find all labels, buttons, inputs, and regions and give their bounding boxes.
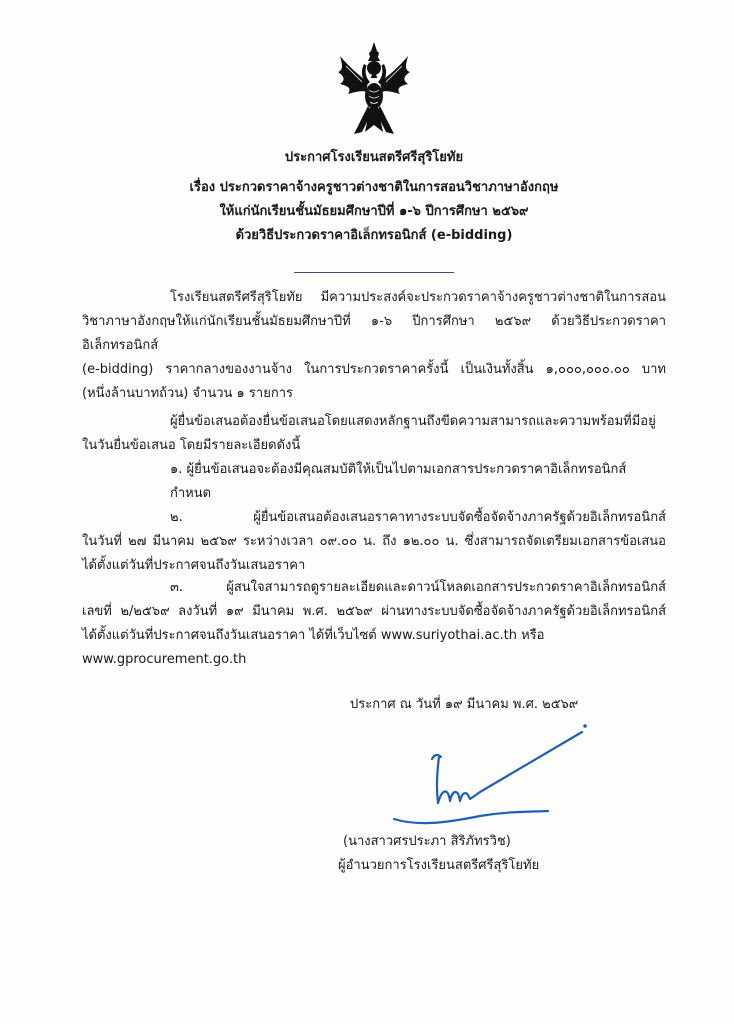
list-item-line: ๒. ผู้ยื่นข้อเสนอต้องเสนอราคาทางระบบจัดซื้อจัดจ้างภาครัฐด้วยอิเล็กทรอนิกส์ [170,510,666,525]
title-divider [294,272,454,273]
paragraph-line: (หนึ่งล้านบาทถ้วน) จำนวน ๑ รายการ [82,386,293,401]
subject-line: ด้วยวิธีประกวดราคาอิเล็กทรอนิกส์ (e-bidding) [235,228,513,243]
paragraph-line: (e-bidding) ราคากลางของงานจ้าง ในการประกวดราคาครั้งนี้ เป็นเงินทั้งสิ้น ๑,๐๐๐,๐๐๐.๐๐ บาท [82,362,666,377]
subject-block [82,176,666,248]
subject-line: เรื่อง ประกวดราคาจ้างครูชาวต่างชาติในการสอนวิชาภาษาอังกฤษ [189,180,559,195]
paragraph-line: วิชาภาษาอังกฤษให้แก่นักเรียนชั้นมัธยมศึกษาปีที่ ๑-๖ ปีการศึกษา ๒๕๖๙ ด้วยวิธีประกวดราคาอิเล็กทรอนิกส์ [82,314,666,353]
signatory-name: (นางสาวศรประภา สิริภัทรวิช) [343,834,511,849]
list-item-2 [82,506,666,578]
list-item-line: ในวันที่ ๒๗ มีนาคม ๒๕๖๙ ระหว่างเวลา ๐๙.๐๐ น. ถึง ๑๒.๐๐ น. ซึ่งสามารถจัดเตรียมเอกสารข้อเสนอ [82,534,666,549]
list-item-line: เลขที่ ๒/๒๕๖๙ ลงวันที่ ๑๙ มีนาคม พ.ศ. ๒๕๖๙ ผ่านทางระบบจัดซื้อจัดจ้างภาครัฐด้วยอิเล็กทรอนิกส์ [82,604,666,619]
paragraph-line: โรงเรียนสตรีศรีสุริโยทัย มีความประสงค์จะประกวดราคาจ้างครูชาวต่างชาติในการสอน [170,290,666,305]
paragraph-line: ในวันยื่นข้อเสนอ โดยมีรายละเอียดดังนี้ [82,438,301,453]
list-item-line: ๑. ผู้ยื่นข้อเสนอจะต้องมีคุณสมบัติให้เป็นไปตามเอกสารประกวดราคาอิเล็กทรอนิกส์กำหนด [170,462,627,501]
signatory-position: ผู้อำนวยการโรงเรียนสตรีศรีสุริโยทัย [338,858,540,873]
handwritten-signature-icon [380,717,600,829]
list-item-3 [82,576,666,672]
paragraph-requirements [82,410,666,458]
subject-line: ให้แก่นักเรียนชั้นมัธยมศึกษาปีที่ ๑-๖ ปีการศึกษา ๒๕๖๙ [219,204,529,219]
list-item-line: ๓. ผู้สนใจสามารถดูรายละเอียดและดาวน์โหลดเอกสารประกวดราคาอิเล็กทรอนิกส์ [170,580,666,595]
document-content [82,0,666,878]
document-title: ประกาศโรงเรียนสตรีศรีสุริโยทัย [284,150,464,165]
list-item-line: ได้ตั้งแต่วันที่ประกาศจนถึงวันเสนอราคา ได้ที่เว็บไซต์ www.suriyothai.ac.th หรือ www.gprocurement.go.th [82,628,545,667]
paragraph-intro [82,286,666,406]
list-item-line: ได้ตั้งแต่วันที่ประกาศจนถึงวันเสนอราคา [82,558,306,573]
announce-date: ประกาศ ณ วันที่ ๑๙ มีนาคม พ.ศ. ๒๕๖๙ [350,697,579,712]
garuda-emblem-icon [334,42,414,138]
list-item-1 [82,458,666,506]
paragraph-line: ผู้ยื่นข้อเสนอต้องยื่นข้อเสนอโดยแสดงหลักฐานถึงขีดความสามารถและความพร้อมที่มีอยู่ [170,414,656,429]
